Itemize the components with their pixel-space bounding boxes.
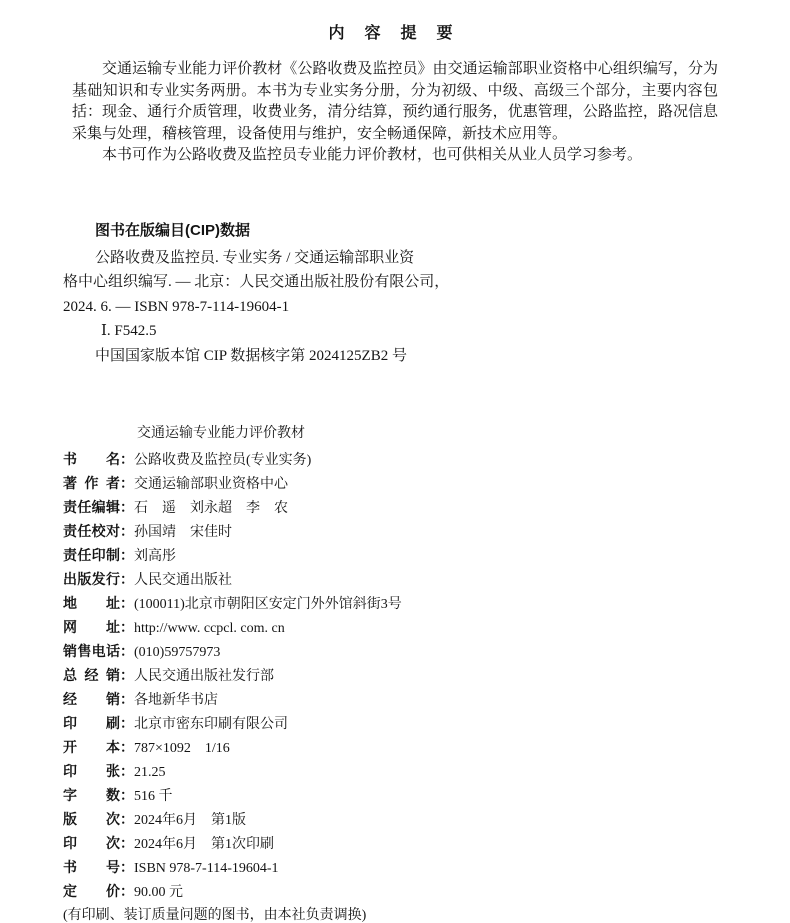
colophon-value: 石 遥 刘永超 李 农 xyxy=(134,501,288,516)
cip-line-4: Ⅰ. F542.5 xyxy=(101,323,157,339)
colophon-block xyxy=(63,424,720,923)
colophon-value: 公路收费及监控员(专业实务) xyxy=(134,453,312,468)
series-title: 交通运输专业能力评价教材 xyxy=(137,426,305,441)
colophon-row-publisher xyxy=(63,568,720,592)
colophon-label: 版次 xyxy=(63,811,120,827)
colophon-row-general-distributor xyxy=(63,664,720,688)
cip-line-1: 公路收费及监控员. 专业实务 / 交通运输部职业资 xyxy=(95,249,415,266)
colophon-row-word-count xyxy=(63,784,720,808)
colophon-row-distributor xyxy=(63,688,720,712)
colophon-row-editor xyxy=(63,496,720,520)
cip-line-3: 2024. 6. — ISBN 978-7-114-19604-1 xyxy=(63,298,290,315)
colophon-label: 著作者 xyxy=(63,475,120,491)
colophon-colon: ： xyxy=(120,883,134,899)
colophon-label: 责任印制 xyxy=(63,547,120,563)
colophon-row-edition xyxy=(63,808,720,832)
colophon-colon: ： xyxy=(120,763,134,779)
colophon-row-sales-phone xyxy=(63,640,720,664)
colophon-label: 书名 xyxy=(63,451,120,467)
colophon-colon: ： xyxy=(120,739,134,755)
colophon-row-printer xyxy=(63,712,720,736)
colophon-label: 定价 xyxy=(63,883,120,899)
colophon-row-website xyxy=(63,616,720,640)
website-url: http://www. ccpcl. com. cn xyxy=(134,621,285,636)
colophon-colon: ： xyxy=(120,835,134,851)
colophon-label: 印张 xyxy=(63,763,120,779)
colophon-row-impression xyxy=(63,832,720,856)
colophon-colon: ： xyxy=(120,451,134,467)
quality-exchange-note: (有印刷、装订质量问题的图书，由本社负责调换) xyxy=(63,908,367,923)
colophon-value: 北京市密东印刷有限公司 xyxy=(134,717,288,732)
colophon-value: 人民交通出版社发行部 xyxy=(134,669,274,684)
colophon-value: 2024年6月 第1版 xyxy=(134,813,246,828)
colophon-colon: ： xyxy=(120,619,134,635)
cip-heading: 图书在版编目(CIP)数据 xyxy=(95,221,250,239)
colophon-label: 总经销 xyxy=(63,667,120,683)
colophon-value: 21.25 xyxy=(134,765,166,780)
colophon-colon: ： xyxy=(120,667,134,683)
summary-paragraph-1: 交通运输专业能力评价教材《公路收费及监控员》由交通运输部职业资格中心组织编写，分为基础知识和专业实务两册。本书为专业实务分册，分为初级、中级、高级三个部分，主要内容包括：现金、通行介质管理，收费业务，清分结算，预约通行服务，优惠管理，公路监控，路况信息采集与处理，稽核管理，设备使用与维护，安全畅通保障，新技术应用等。 xyxy=(72,61,718,142)
colophon-colon: ： xyxy=(120,499,134,515)
colophon-row-price xyxy=(63,880,720,904)
phone-number: (010)59757973 xyxy=(134,645,221,660)
colophon-colon: ： xyxy=(120,691,134,707)
price-value: 90.00 元 xyxy=(134,885,183,900)
colophon-value: 516 千 xyxy=(134,789,173,804)
colophon-label: 印次 xyxy=(63,835,120,851)
colophon-colon: ： xyxy=(120,523,134,539)
colophon-row-format xyxy=(63,736,720,760)
colophon-value: 各地新华书店 xyxy=(134,693,218,708)
colophon-row-book-title xyxy=(63,448,720,472)
colophon-value: 交通运输部职业资格中心 xyxy=(134,477,288,492)
colophon-colon: ： xyxy=(120,859,134,875)
colophon-label: 责任校对 xyxy=(63,523,120,539)
colophon-value: (100011)北京市朝阳区安定门外外馆斜街3号 xyxy=(134,597,402,612)
colophon-value: 刘高彤 xyxy=(134,549,176,564)
colophon-colon: ： xyxy=(120,547,134,563)
colophon-value: 2024年6月 第1次印刷 xyxy=(134,837,274,852)
colophon-colon: ： xyxy=(120,715,134,731)
colophon-colon: ： xyxy=(120,643,134,659)
colophon-row-sheets xyxy=(63,760,720,784)
colophon-label: 印刷 xyxy=(63,715,120,731)
colophon-label: 开本 xyxy=(63,739,120,755)
colophon-colon: ： xyxy=(120,475,134,491)
colophon-row-address xyxy=(63,592,720,616)
colophon-value: 787×1092 1/16 xyxy=(134,741,230,756)
colophon-colon: ： xyxy=(120,595,134,611)
colophon-row-author xyxy=(63,472,720,496)
colophon-value: 孙国靖 宋佳时 xyxy=(134,525,232,540)
page-title: 内 容 提 要 xyxy=(328,25,455,42)
cip-line-2: 格中心组织编写. — 北京：人民交通出版社股份有限公司， xyxy=(63,274,450,290)
colophon-label: 责任编辑 xyxy=(63,499,120,515)
colophon-row-print-supervisor xyxy=(63,544,720,568)
colophon-label: 网址 xyxy=(63,619,120,635)
colophon-row-proofreader xyxy=(63,520,720,544)
colophon-label: 地址 xyxy=(63,595,120,611)
colophon-label: 经销 xyxy=(63,691,120,707)
isbn-number: ISBN 978-7-114-19604-1 xyxy=(134,861,279,876)
content-summary xyxy=(72,59,718,167)
colophon-value: 人民交通出版社 xyxy=(134,573,232,588)
colophon-label: 出版发行 xyxy=(63,571,120,587)
colophon-row-isbn xyxy=(63,856,720,880)
colophon-colon: ： xyxy=(120,787,134,803)
summary-paragraph-2: 本书可作为公路收费及监控员专业能力评价教材，也可供相关从业人员学习参考。 xyxy=(102,147,643,163)
colophon-colon: ： xyxy=(120,571,134,587)
colophon-label: 书号 xyxy=(63,859,120,875)
cip-block xyxy=(63,219,720,369)
colophon-label: 字数 xyxy=(63,787,120,803)
colophon-label: 销售电话 xyxy=(63,643,120,659)
cip-line-5: 中国国家版本馆 CIP 数据核字第 2024125ZB2 号 xyxy=(95,347,407,364)
colophon-colon: ： xyxy=(120,811,134,827)
